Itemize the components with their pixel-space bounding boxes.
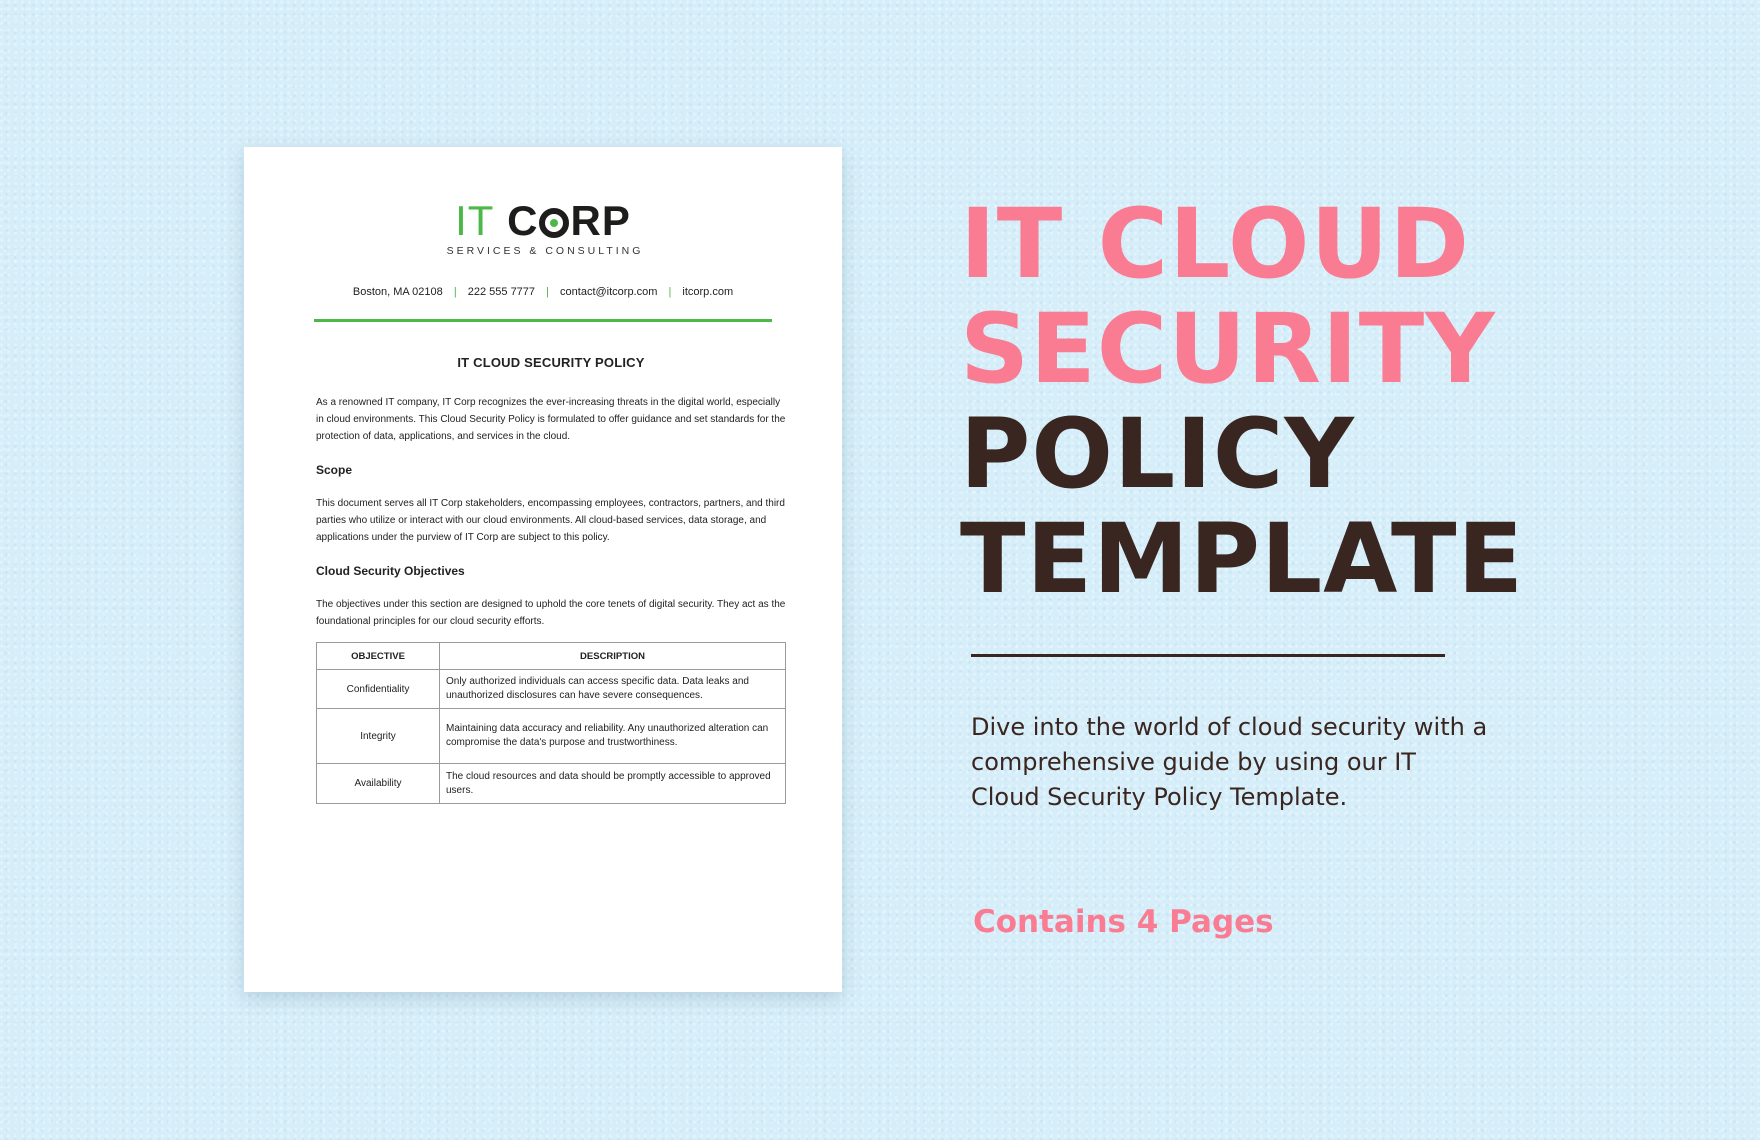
table-cell-description: The cloud resources and data should be promptly accessible to approved users.	[440, 764, 786, 804]
objectives-table	[316, 642, 786, 804]
document-body	[316, 355, 786, 804]
hero-line-2: SECURITY	[960, 293, 1496, 405]
table-header-description: DESCRIPTION	[440, 643, 786, 670]
logo-rp-text: RP	[570, 197, 631, 244]
header-divider	[314, 319, 772, 322]
objectives-paragraph: The objectives under this section are designed to uphold the core tenets of digital security. They act as the foundational principles for our cloud security efforts.	[316, 599, 786, 627]
hero-line-4: TEMPLATE	[960, 503, 1525, 615]
intro-paragraph: As a renowned IT company, IT Corp recognizes the ever-increasing threats in the digital world, especially in cloud environments. This Cloud Security Policy is formulated to offer guidance and set standards for the protection of data, applications, and services in the cloud.	[316, 397, 786, 442]
hero-tagline: Dive into the world of cloud security with a comprehensive guide by using our IT Cloud Security Policy Template.	[971, 713, 1488, 811]
table-row	[317, 670, 786, 709]
table-cell-objective: Integrity	[317, 709, 440, 764]
table-cell-description: Only authorized individuals can access specific data. Data leaks and unauthorized disclosures can have severe consequences.	[440, 670, 786, 709]
hero-divider	[971, 654, 1445, 657]
logo-c-text: C	[507, 197, 539, 244]
table-row	[317, 764, 786, 804]
table-cell-description: Maintaining data accuracy and reliability. Any unauthorized alteration can compromise the data's purpose and trustworthiness.	[440, 709, 786, 764]
document-title: IT CLOUD SECURITY POLICY	[457, 355, 645, 370]
logo-subtitle: SERVICES & CONSULTING	[446, 245, 644, 257]
scope-heading: Scope	[316, 463, 353, 477]
table-row	[317, 709, 786, 764]
contact-separator: |	[453, 286, 457, 298]
objectives-heading: Cloud Security Objectives	[316, 564, 465, 578]
table-cell-objective: Confidentiality	[317, 670, 440, 709]
contact-line	[244, 286, 842, 298]
logo-it-text: IT	[455, 197, 495, 244]
table-header-row	[317, 643, 786, 670]
hero-title	[960, 188, 1525, 615]
logo-o-ring-icon	[539, 208, 569, 238]
contact-separator: |	[668, 286, 672, 298]
table-cell-objective: Availability	[317, 764, 440, 804]
page-count-label: Contains 4 Pages	[973, 904, 1274, 940]
hero-line-1: IT CLOUD	[960, 188, 1471, 300]
contact-email: contact@itcorp.com	[560, 286, 658, 298]
table-header-objective: OBJECTIVE	[317, 643, 440, 670]
hero-line-3: POLICY	[960, 398, 1355, 510]
scope-paragraph: This document serves all IT Corp stakeholders, encompassing employees, contractors, partners, and third parties who utilize or interact with our cloud environments. All cloud-based services, data storage, and applications under the purview of IT Corp are subject to this policy.	[316, 498, 785, 543]
company-logo	[244, 199, 842, 257]
document-page	[244, 147, 842, 992]
contact-address: Boston, MA 02108	[352, 286, 443, 298]
contact-website: itcorp.com	[682, 286, 734, 298]
contact-phone: 222 555 7777	[467, 286, 536, 298]
contact-separator: |	[546, 286, 549, 298]
